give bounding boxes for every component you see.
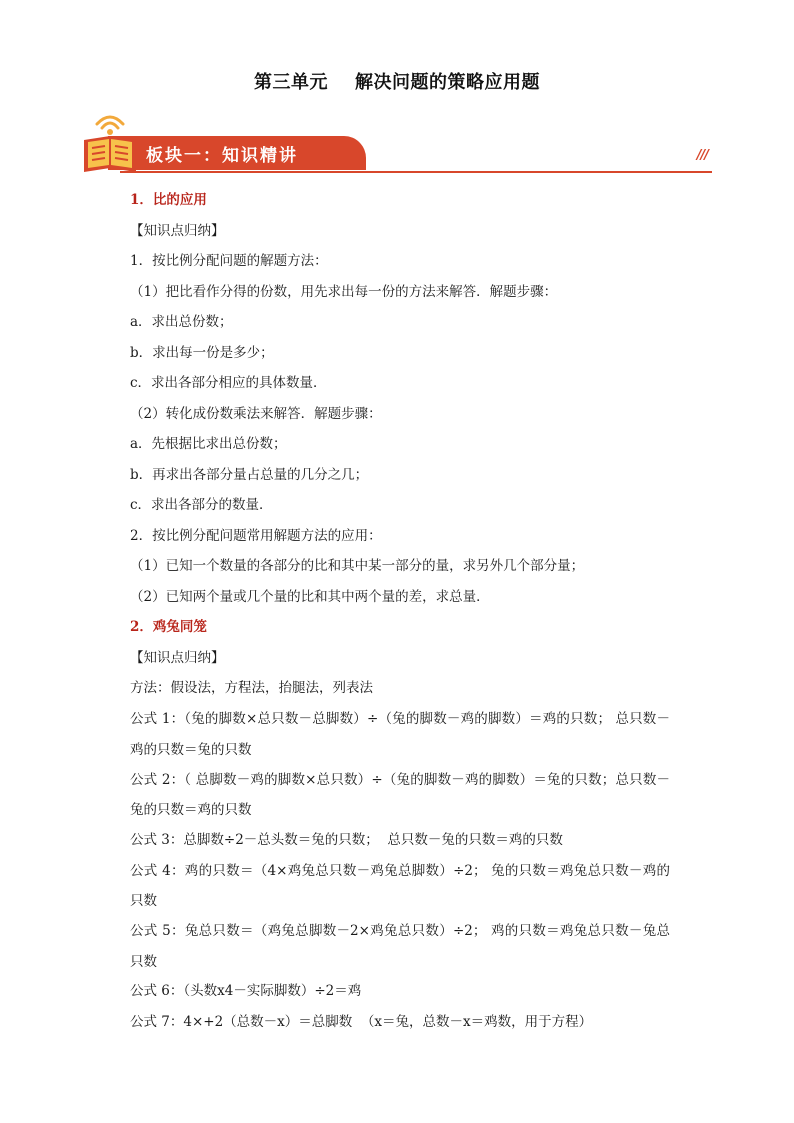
document-body [130, 190, 670, 1042]
knowledge-summary-label: 【知识点归纳】 [130, 222, 225, 239]
paragraph-line: 方法：假设法，方程法，抬腿法，列表法 [130, 680, 373, 696]
paragraph-line: b．再求出各部分量占总量的几分之几； [130, 466, 369, 483]
formula-1: 公式 1：（兔的脚数×总只数－总脚数）÷（兔的脚数－鸡的脚数）＝鸡的只数； 总只数－鸡的只数＝兔的只数 [130, 711, 670, 758]
knowledge-summary-label: 【知识点归纳】 [130, 649, 225, 666]
formula-6: 公式 6：（头数x4－实际脚数）÷2＝鸡 [130, 983, 362, 999]
page-title: 第三单元 解决问题的策略应用题 [253, 72, 541, 93]
section-heading-ratio: 1．比的应用 [130, 192, 207, 208]
section-heading-chicken-rabbit: 2．鸡兔同笼 [130, 619, 207, 635]
paragraph-line: a．先根据比求出总份数； [130, 436, 287, 452]
formula-5: 公式 5：兔总只数＝（鸡兔总脚数－2×鸡兔总只数）÷2； 鸡的只数＝鸡兔总只数－兔总只数 [130, 923, 670, 970]
formula-3: 公式 3：总脚数÷2－总头数＝兔的只数； 总只数－兔的只数＝鸡的只数 [130, 831, 563, 848]
formula-2: 公式 2：（ 总脚数－鸡的脚数×总只数）÷（兔的脚数－鸡的脚数）＝兔的只数；总只数－兔的只数＝鸡的只数 [130, 771, 670, 818]
banner-underline [120, 171, 712, 173]
paragraph-line: （1）已知一个数量的各部分的比和其中某一部分的量，求另外几个部分量； [130, 558, 585, 574]
formula-7: 公式 7：4×+2（总数－x）＝总脚数 （x＝兔，总数－x＝鸡数，用于方程） [130, 1013, 593, 1030]
paragraph-line: b．求出每一份是多少； [130, 344, 274, 361]
formula-4: 公式 4：鸡的只数＝（4×鸡兔总只数－鸡兔总脚数）÷2； 兔的只数＝鸡兔总只数－鸡的只数 [130, 862, 670, 909]
paragraph-line: （1）把比看作分得的份数，用先求出每一份的方法来解答．解题步骤： [130, 283, 558, 300]
paragraph-line: c．求出各部分的数量． [130, 497, 273, 513]
paragraph-line: 2．按比例分配问题常用解题方法的应用： [130, 527, 382, 544]
paragraph-line: c．求出各部分相应的具体数量． [130, 375, 327, 391]
section-banner [80, 114, 712, 178]
paragraph-line: （2）转化成份数乘法来解答．解题步骤： [130, 405, 382, 422]
banner-label: 板块一：知识精讲 [146, 146, 298, 166]
paragraph-line: a．求出总份数； [130, 314, 233, 330]
paragraph-line: 1．按比例分配问题的解题方法： [130, 253, 328, 269]
banner-slashes: /// [696, 148, 708, 163]
book-icon [80, 114, 144, 176]
paragraph-line: （2）已知两个量或几个量的比和其中两个量的差，求总量． [130, 588, 490, 605]
